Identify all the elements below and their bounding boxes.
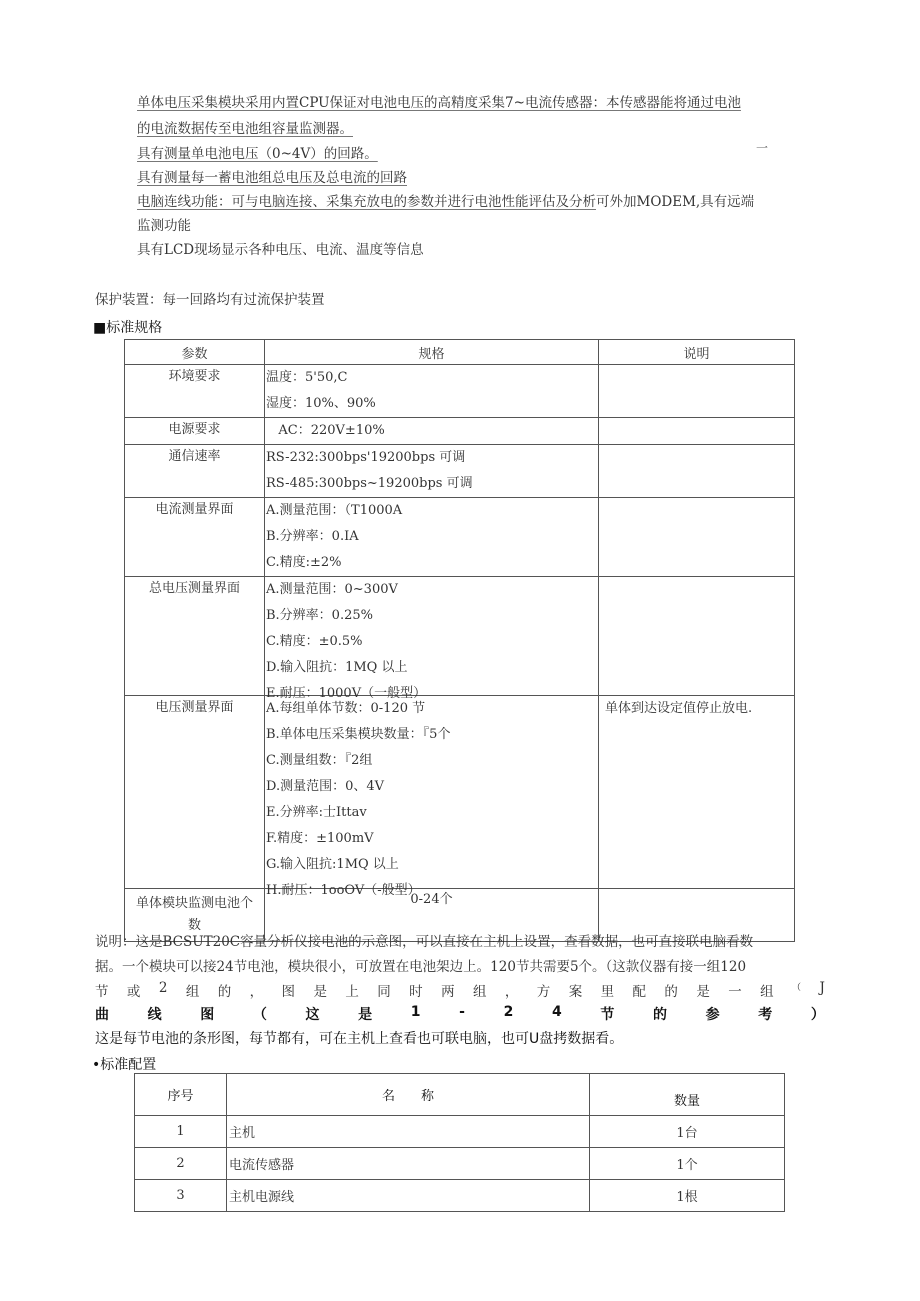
spec-value-line: G.输入阻抗:1MQ 以上 — [266, 857, 399, 872]
spec-value-line: RS-485:300bps~19200bps 可调 — [266, 476, 473, 491]
note-word: ， — [249, 984, 264, 1000]
config-no: 1 — [135, 1116, 227, 1148]
spec-value-line: F.精度：±100mV — [266, 831, 374, 846]
intro-line-4: 具有测量每一蓄电池组总电压及总电流的回路 — [137, 170, 407, 186]
spec-row-environment — [125, 365, 795, 418]
note-line-2: 据。一个模块可以接24节电池，模块很小，可放置在电池架边上。120节共需要5个。（这款仪器有接一组120 — [95, 959, 747, 975]
note-line-3 — [95, 980, 825, 1000]
spec-note — [599, 365, 795, 418]
config-no: 3 — [135, 1180, 227, 1212]
spec-value-line: AC：220V±10% — [266, 423, 385, 438]
config-header-name: 名 称 — [227, 1074, 590, 1116]
spec-values — [265, 577, 599, 701]
spec-value-line: RS-232:300bps'19200bps 可调 — [266, 450, 466, 465]
config-heading: •标准配置 — [92, 1057, 157, 1073]
note-word: 组 — [472, 984, 487, 1000]
note-word: 是 — [358, 1007, 373, 1023]
note-word: 或 — [126, 984, 141, 1000]
note-word: 时 — [409, 984, 423, 1000]
spec-param: 总电压测量界面 — [125, 577, 265, 696]
spec-row-voltage — [125, 696, 795, 889]
intro-line-1: 单体电压采集模块采用内置CPU保证对电池电压的高精度采集7~电流传感器：本传感器能将通过电池 — [137, 95, 741, 111]
spec-row-current — [125, 498, 795, 577]
note-word: 一 — [728, 984, 742, 1000]
note-word: 2 — [158, 980, 168, 996]
config-name: 主机电源线 — [227, 1180, 590, 1212]
config-header-no: 序号 — [135, 1074, 227, 1116]
spec-header-spec: 规格 — [265, 340, 599, 365]
spec-note — [599, 577, 795, 696]
config-header-qty: 数量 — [590, 1074, 785, 1116]
intro-line-3: 具有测量单电池电压（0~4V）的回路。 — [137, 146, 378, 162]
spec-values — [265, 696, 599, 898]
spec-values — [265, 418, 599, 445]
protection-text: 保护装置：每一回路均有过流保护装置 — [95, 292, 325, 308]
spec-row-power — [125, 418, 795, 445]
note-word: 方 — [536, 984, 551, 1000]
spec-values — [265, 445, 599, 498]
note-word: 的 — [217, 984, 232, 1000]
spec-value-line: E.耐压：1000V（一般型） — [266, 686, 427, 701]
spec-heading: ■标准规格 — [93, 320, 163, 336]
note-word: J — [819, 980, 825, 996]
spec-note — [599, 418, 795, 445]
spec-value-line: D.输入阻抗：1MQ 以上 — [266, 660, 408, 675]
spec-param: 电压测量界面 — [125, 696, 265, 889]
note-word: 组 — [760, 984, 774, 1000]
note-word: 4 — [551, 1004, 562, 1020]
note-word: 曲 — [95, 1007, 109, 1023]
config-qty: 1台 — [590, 1116, 785, 1148]
intro-line-5 — [137, 190, 754, 210]
spec-values — [265, 365, 599, 418]
spec-note — [599, 445, 795, 498]
spec-row-comm — [125, 445, 795, 498]
note-line-5: 这是每节电池的条形图，每节都有，可在主机上查看也可联电脑，也可U盘拷数据看。 — [95, 1031, 624, 1047]
note-word: 这 — [305, 1007, 320, 1023]
note-word: （ — [792, 983, 802, 993]
spec-value-line: H.耐压：1ooOV（-般型） — [266, 883, 421, 898]
note-word: 两 — [441, 984, 455, 1000]
config-header-row — [135, 1074, 785, 1116]
note-word: 1 — [410, 1004, 421, 1020]
config-no: 2 — [135, 1148, 227, 1180]
spec-value-line: C.精度:±2% — [266, 555, 342, 570]
note-word: ， — [504, 984, 519, 1000]
spec-value-line: A.测量范围：（T1000A — [266, 503, 403, 518]
note-word: 上 — [345, 984, 359, 1000]
note-word: 节 — [600, 1007, 615, 1023]
note-word: 是 — [696, 984, 710, 1000]
spec-value-line: D.测量范围：0、4V — [266, 779, 385, 794]
note-word: 配 — [632, 984, 646, 1000]
spec-row-total-voltage — [125, 577, 795, 696]
spec-value-line: C.测量组数：『2组 — [266, 753, 373, 768]
note-word: 参 — [705, 1007, 720, 1023]
config-row — [135, 1116, 785, 1148]
spec-value-line: 温度：5'50,C — [266, 370, 348, 385]
note-word: 同 — [377, 984, 391, 1000]
spec-note — [599, 498, 795, 577]
spec-value-line: B.分辨率：0.25% — [266, 608, 373, 623]
note-word: 线 — [147, 1007, 162, 1023]
spec-value-line: E.分辨率:士Ittav — [266, 805, 367, 820]
note-word: 图 — [281, 984, 296, 1000]
intro-line-5-underlined: 电脑连线功能：可与电脑连接、采集充放电的参数并进行电池性能评估及分析 — [137, 194, 596, 210]
spec-note-text: 单体到达设定值停止放电. — [605, 701, 753, 716]
spec-param: 单体模块监测电池个数 — [125, 889, 265, 942]
config-name: 主机 — [227, 1116, 590, 1148]
note-word: （ — [252, 1007, 267, 1023]
spec-param: 通信速率 — [125, 445, 265, 498]
note-word: - — [459, 1004, 465, 1020]
config-row — [135, 1148, 785, 1180]
spec-value-line: C.精度：±0.5% — [266, 634, 363, 649]
note-line-1: 说明：这是BCSUT20C容量分析仪接电池的示意图，可以直接在主机上设置，查看数据，也可直接联电脑看数 — [95, 934, 754, 950]
spec-header-param: 参数 — [125, 340, 265, 365]
spec-value-line: A.每组单体节数：0-120 节 — [266, 701, 426, 716]
note-word: 里 — [600, 984, 615, 1000]
config-qty: 1根 — [590, 1180, 785, 1212]
spec-header-note: 说明 — [599, 340, 795, 365]
intro-line-2: 的电流数据传至电池组容量监测器。 — [137, 121, 353, 137]
note-word: 的 — [664, 984, 678, 1000]
intro-line-7: 具有LCD现场显示各种电压、电流、温度等信息 — [137, 242, 424, 258]
config-table — [134, 1073, 785, 1212]
spec-value-line: A.测量范围：0~300V — [266, 582, 398, 597]
spec-param: 环境要求 — [125, 365, 265, 418]
config-qty: 1个 — [590, 1148, 785, 1180]
note-word: 考 — [758, 1007, 773, 1023]
note-word: 案 — [568, 984, 583, 1000]
spec-param: 电流测量界面 — [125, 498, 265, 577]
config-row — [135, 1180, 785, 1212]
intro-line-3-mark: 一 — [756, 141, 769, 155]
note-word: 是 — [313, 984, 327, 1000]
note-word: 节 — [95, 984, 109, 1000]
spec-header-row — [125, 340, 795, 365]
spec-table — [124, 339, 795, 942]
spec-value-line: B.单体电压采集模块数量：『5个 — [266, 727, 451, 742]
note-word: 2 — [503, 1004, 514, 1020]
note-word: 组 — [185, 984, 200, 1000]
spec-value-line: 湿度：10%、90% — [266, 396, 376, 411]
note-word: 的 — [652, 1007, 667, 1023]
config-name: 电流传感器 — [227, 1148, 590, 1180]
intro-line-6: 监测功能 — [137, 218, 191, 234]
intro-line-5-rest: 可外加MODEM,具有远端 — [596, 194, 755, 210]
spec-value-line: 0-24个 — [410, 892, 453, 907]
spec-param: 电源要求 — [125, 418, 265, 445]
note-word: ） — [810, 1007, 825, 1023]
spec-values — [265, 498, 599, 577]
note-line-4 — [95, 1004, 825, 1024]
note-word: 图 — [200, 1007, 215, 1023]
spec-note — [599, 696, 795, 889]
spec-value-line: B.分辨率：0.IA — [266, 529, 359, 544]
